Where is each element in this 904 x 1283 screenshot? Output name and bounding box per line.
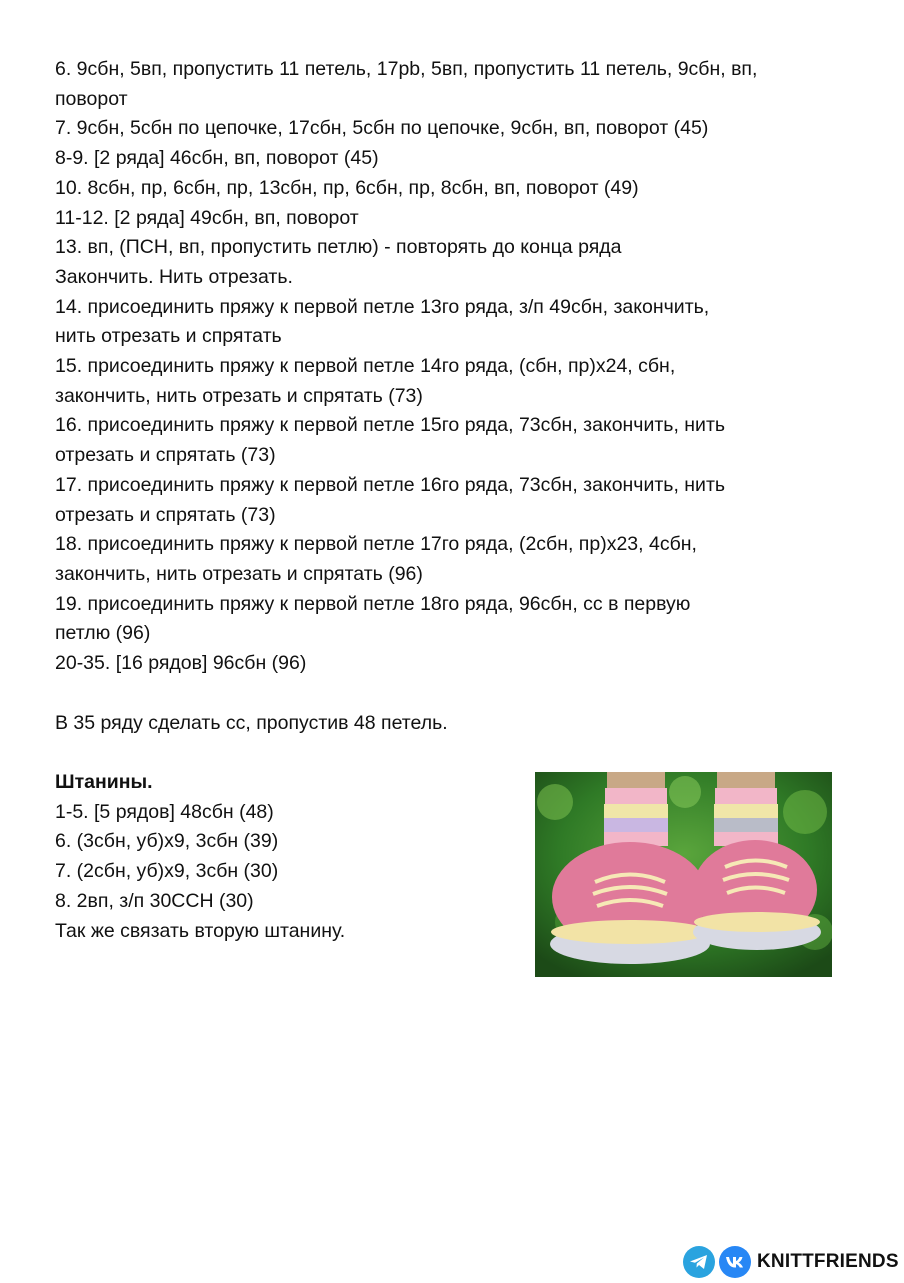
brand-name: KNITTFRIENDS — [757, 1251, 899, 1272]
pattern-line: Закончить. Нить отрезать. — [55, 265, 293, 288]
footer-branding — [683, 1245, 899, 1279]
pattern-instructions — [55, 55, 875, 679]
pattern-line: поворот — [55, 87, 128, 110]
pattern-line: 10. 8сбн, пр, 6сбн, пр, 13сбн, пр, 6сбн, пр, 8сбн, вп, поворот (49) — [55, 176, 639, 199]
pattern-line: 1-5. [5 рядов] 48сбн (48) — [55, 800, 274, 823]
pattern-line: Так же связать вторую штанину. — [55, 919, 346, 942]
pattern-line: 8. 2вп, з/п 30ССН (30) — [55, 889, 254, 912]
pattern-line: 15. присоединить пряжу к первой петле 14го ряда, (сбн, пр)х24, сбн, — [55, 355, 676, 378]
crochet-doll-feet-photo — [535, 772, 832, 977]
pattern-line: отрезать и спрятать (73) — [55, 503, 276, 526]
pattern-line: нить отрезать и спрятать — [55, 325, 282, 348]
pattern-line: петлю (96) — [55, 622, 151, 645]
row-35-note: В 35 ряду сделать сс, пропустив 48 петель. — [55, 712, 448, 734]
pattern-line: закончить, нить отрезать и спрятать (73) — [55, 384, 423, 407]
pattern-line: 16. присоединить пряжу к первой петле 15го ряда, 73сбн, закончить, нить — [55, 414, 726, 437]
pattern-line: 14. присоединить пряжу к первой петле 13го ряда, з/п 49сбн, закончить, — [55, 295, 710, 318]
pattern-line: отрезать и спрятать (73) — [55, 444, 276, 467]
pattern-line: 20-35. [16 рядов] 96сбн (96) — [55, 652, 307, 675]
pattern-line: 17. присоединить пряжу к первой петле 16го ряда, 73сбн, закончить, нить — [55, 473, 726, 496]
pattern-line: 13. вп, (ПСН, вп, пропустить петлю) - повторять до конца ряда — [55, 236, 622, 259]
legs-section — [55, 768, 515, 946]
pattern-line: 7. (2сбн, уб)х9, 3сбн (30) — [55, 860, 279, 883]
pattern-line: 8-9. [2 ряда] 46сбн, вп, поворот (45) — [55, 147, 379, 170]
pattern-line: закончить, нить отрезать и спрятать (96) — [55, 562, 423, 585]
pattern-line: 6. (3сбн, уб)х9, 3сбн (39) — [55, 830, 279, 853]
pattern-line: 18. присоединить пряжу к первой петле 17го ряда, (2сбн, пр)х23, 4сбн, — [55, 533, 697, 556]
pattern-line: 7. 9сбн, 5сбн по цепочке, 17сбн, 5сбн по цепочке, 9сбн, вп, поворот (45) — [55, 117, 709, 140]
section-heading: Штанины. — [55, 771, 153, 793]
telegram-icon[interactable] — [683, 1246, 715, 1278]
photo-illustration — [535, 772, 832, 977]
pattern-line: 6. 9сбн, 5вп, пропустить 11 петель, 17pb, 5вп, пропустить 11 петель, 9сбн, вп, — [55, 58, 758, 80]
pattern-line: 11-12. [2 ряда] 49сбн, вп, поворот — [55, 206, 359, 229]
vk-icon[interactable] — [719, 1246, 751, 1278]
pattern-line: 19. присоединить пряжу к первой петле 18го ряда, 96сбн, сс в первую — [55, 592, 691, 615]
